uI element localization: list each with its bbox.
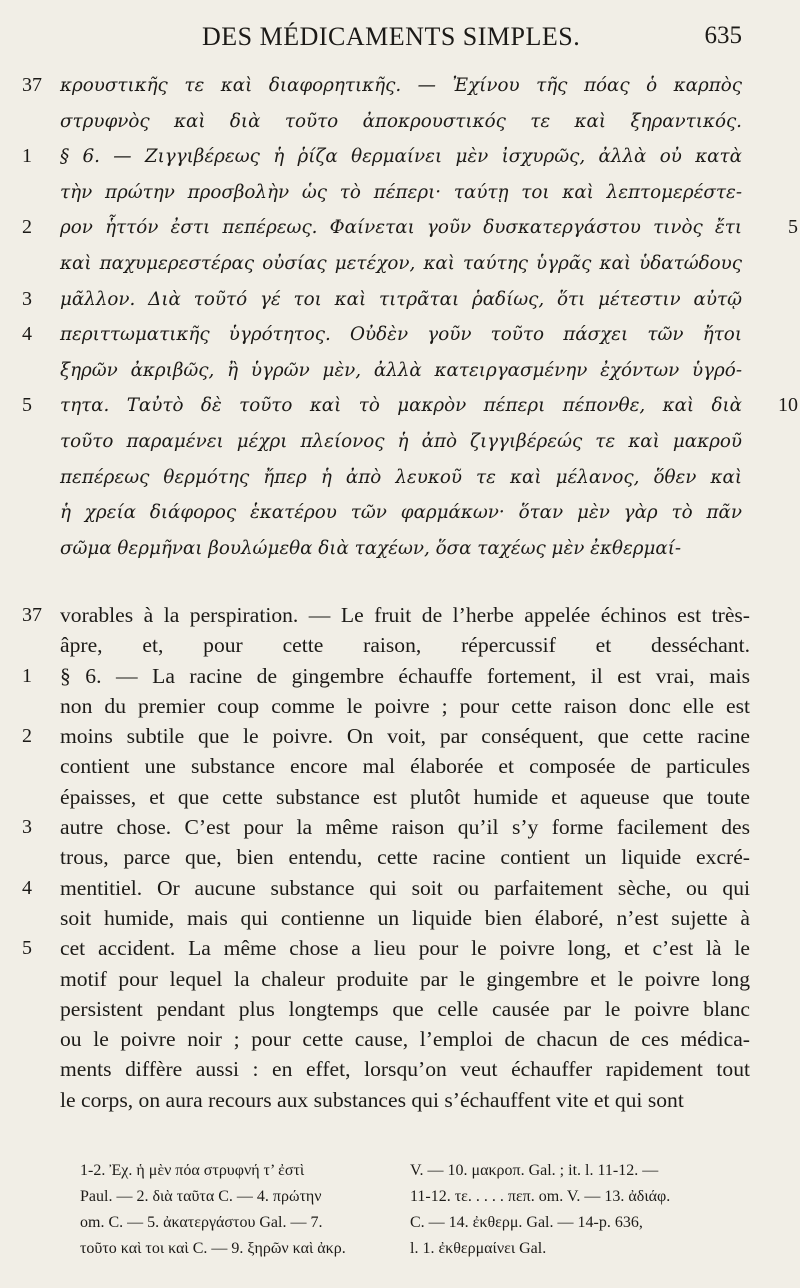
line-number-left: 3	[22, 287, 32, 310]
footnote-line: C. — 14. ἐκθερμ. Gal. — 14-p. 636,	[410, 1214, 643, 1231]
line-text: τοῦτο παραμένει μέχρι πλείονος ἡ ἀπὸ ζιγγιβέρεώς τε καὶ μακροῦ	[60, 430, 742, 452]
text-line	[60, 531, 742, 567]
line-text: μᾶλλον. Διὰ τοῦτό γέ τοι καὶ τιτρᾶται ῥαδίως, ὅτι μέτεστιν αὐτῷ	[60, 288, 742, 310]
line-text: § 6. — Ζιγγιβέρεως ἡ ῥίζα θερμαίνει μὲν ἰσχυρῶς, ἀλλὰ οὐ κατὰ	[60, 146, 742, 168]
footnote-line: om. C. — 5. ἀκατεργάστου Gal. — 7.	[80, 1214, 323, 1231]
line-text: ments diffère aussi : en effet, lorsqu’on veut échauffer rapidement tout	[60, 1057, 750, 1082]
line-text: ἡ χρεία διάφορος ἑκατέρου τῶν φαρμάκων· ὅταν μὲν γὰρ τὸ πᾶν	[60, 502, 742, 524]
footnote-line: l. 1. ἐκθερμαίνει Gal.	[410, 1240, 547, 1257]
footnote-line: Paul. — 2. διὰ ταῦτα C. — 4. πρώτην	[80, 1188, 322, 1205]
line-text: autre chose. C’est pour la même raison qu’il s’y forme facilement des	[60, 815, 750, 840]
text-line	[22, 661, 750, 691]
text-line	[60, 104, 742, 140]
line-number-left: 1	[22, 664, 32, 687]
text-line	[60, 1024, 750, 1054]
line-text: § 6. — La racine de gingembre échauffe fortement, il est vrai, mais	[60, 663, 750, 688]
line-number-left: 5	[22, 937, 32, 960]
text-line	[22, 721, 750, 751]
text-line	[60, 691, 750, 721]
footnote-line: V. — 10. μακροπ. Gal. ; it. l. 11-12. —	[410, 1162, 659, 1179]
line-text: κρουστικῆς τε καὶ διαφορητικῆς. — Ἐχίνου τῆς πόας ὁ καρπὸς	[60, 75, 742, 96]
text-line	[22, 139, 742, 175]
text-line	[60, 630, 750, 660]
text-line	[60, 175, 742, 211]
line-text: le corps, on aura recours aux substances qui s’échauffent vite et qui sont	[60, 1087, 684, 1112]
line-text: contient une substance encore mal élaborée et composée de particules	[60, 754, 750, 779]
line-text: moins subtile que le poivre. On voit, par conséquent, que cette racine	[60, 724, 750, 749]
text-line	[22, 933, 750, 963]
text-line	[60, 1054, 750, 1084]
text-line	[60, 353, 742, 389]
line-text: non du premier coup comme le poivre ; pour cette raison donc elle est	[60, 693, 750, 718]
line-text: vorables à la perspiration. — Le fruit de l’herbe appelée échinos est très-	[60, 603, 750, 627]
line-text: καὶ παχυμερεστέρας οὐσίας μετέχον, καὶ ταύτης ὑγρᾶς καὶ ὑδατώδους	[60, 252, 742, 274]
page-number: 635	[704, 22, 742, 49]
text-line	[60, 495, 742, 531]
line-text: σῶμα θερμῆναι βουλώμεθα διὰ ταχέων, ὅσα ταχέως μὲν ἐκθερμαί-	[60, 537, 682, 559]
text-line	[60, 246, 742, 282]
line-number-left: 37	[22, 604, 42, 626]
text-line	[60, 903, 750, 933]
greek-text-block	[22, 68, 798, 566]
line-text: ρον ἧττόν ἐστι πεπέρεως. Φαίνεται γοῦν δυσκατεργάστου τινὸς ἔτι	[60, 217, 742, 239]
line-text: persistent pendant plus longtemps que celle causée par le poivre blanc	[60, 996, 750, 1021]
text-line	[60, 994, 750, 1024]
line-text: mentitiel. Or aucune substance qui soit ou parfaitement sèche, ou qui	[60, 875, 750, 900]
text-line	[60, 964, 750, 994]
page-header	[0, 22, 800, 56]
text-line	[60, 424, 742, 460]
text-line	[22, 812, 750, 842]
text-line	[22, 68, 742, 104]
footnotes-right-column	[410, 1158, 755, 1262]
line-number-right: 5	[788, 216, 798, 239]
line-text: ξηρῶν ἀκριβῶς, ἢ ὑγρῶν μὲν, ἀλλὰ κατειργασμένην ἐχόντων ὑγρό-	[60, 359, 742, 381]
line-text: πεπέρεως θερμότης ἤπερ ἡ ἀπὸ λευκοῦ τε καὶ μέλανος, ὅθεν καὶ	[60, 466, 742, 488]
line-text: στρυφνὸς καὶ διὰ τοῦτο ἀποκρουστικός τε καὶ ξηραντικός.	[60, 110, 742, 132]
text-line	[22, 317, 742, 353]
text-line	[22, 873, 750, 903]
line-number-right: 10	[778, 394, 798, 417]
footnotes-left-column	[80, 1158, 380, 1262]
footnote-line: 11-12. τε. . . . . πεπ. om. V. — 13. ἀδιάφ.	[410, 1188, 671, 1205]
line-number-left: 2	[22, 216, 32, 239]
line-text: trous, parce que, bien entendu, cette racine contient un liquide excré-	[60, 845, 750, 870]
line-number-left: 5	[22, 394, 32, 417]
line-text: âpre, et, pour cette raison, répercussif et desséchant.	[60, 633, 750, 658]
line-text: τὴν πρώτην προσβολὴν ὡς τὸ πέπερι· ταύτῃ τοι καὶ λεπτομερέστε-	[60, 181, 742, 203]
text-line	[60, 782, 750, 812]
footnote-line: 1-2. Ἐχ. ἡ μὲν πόα στρυφνή τ’ ἐστὶ	[80, 1162, 305, 1179]
french-translation-block	[22, 600, 750, 1115]
line-text: épaisses, et que cette substance est plutôt humide et aqueuse que toute	[60, 784, 750, 809]
line-text: cet accident. La même chose a lieu pour le poivre long, et c’est là le	[60, 936, 750, 961]
line-text: ou le poivre noir ; pour cette cause, l’emploi de chacun de ces médica-	[60, 1027, 750, 1052]
text-line	[60, 460, 742, 496]
line-number-left: 1	[22, 145, 32, 168]
line-number-left: 4	[22, 876, 32, 899]
text-line	[60, 1085, 750, 1115]
line-number-left: 37	[22, 74, 42, 96]
line-text: motif pour lequel la chaleur produite par le gingembre et le poivre long	[60, 966, 750, 991]
line-text: τητα. Ταὐτὸ δὲ τοῦτο καὶ τὸ μακρὸν πέπερι πέπονθε, καὶ διὰ	[60, 395, 742, 417]
text-line	[22, 388, 798, 424]
text-line	[60, 842, 750, 872]
text-line	[22, 600, 750, 630]
line-text: soit humide, mais qui contienne un liquide bien élaboré, n’est sujette à	[60, 905, 750, 930]
line-number-left: 2	[22, 725, 32, 748]
line-number-left: 4	[22, 323, 32, 346]
running-title: DES MÉDICAMENTS SIMPLES.	[202, 22, 581, 51]
footnote-line: τοῦτο καὶ τοι καὶ C. — 9. ξηρῶν καὶ ἀκρ.	[80, 1240, 346, 1257]
text-line	[60, 751, 750, 781]
text-line	[22, 210, 798, 246]
line-text: περιττωματικῆς ὑγρότητος. Οὐδὲν γοῦν τοῦτο πάσχει τῶν ἤτοι	[60, 324, 742, 346]
text-line	[22, 282, 742, 318]
line-number-left: 3	[22, 816, 32, 839]
